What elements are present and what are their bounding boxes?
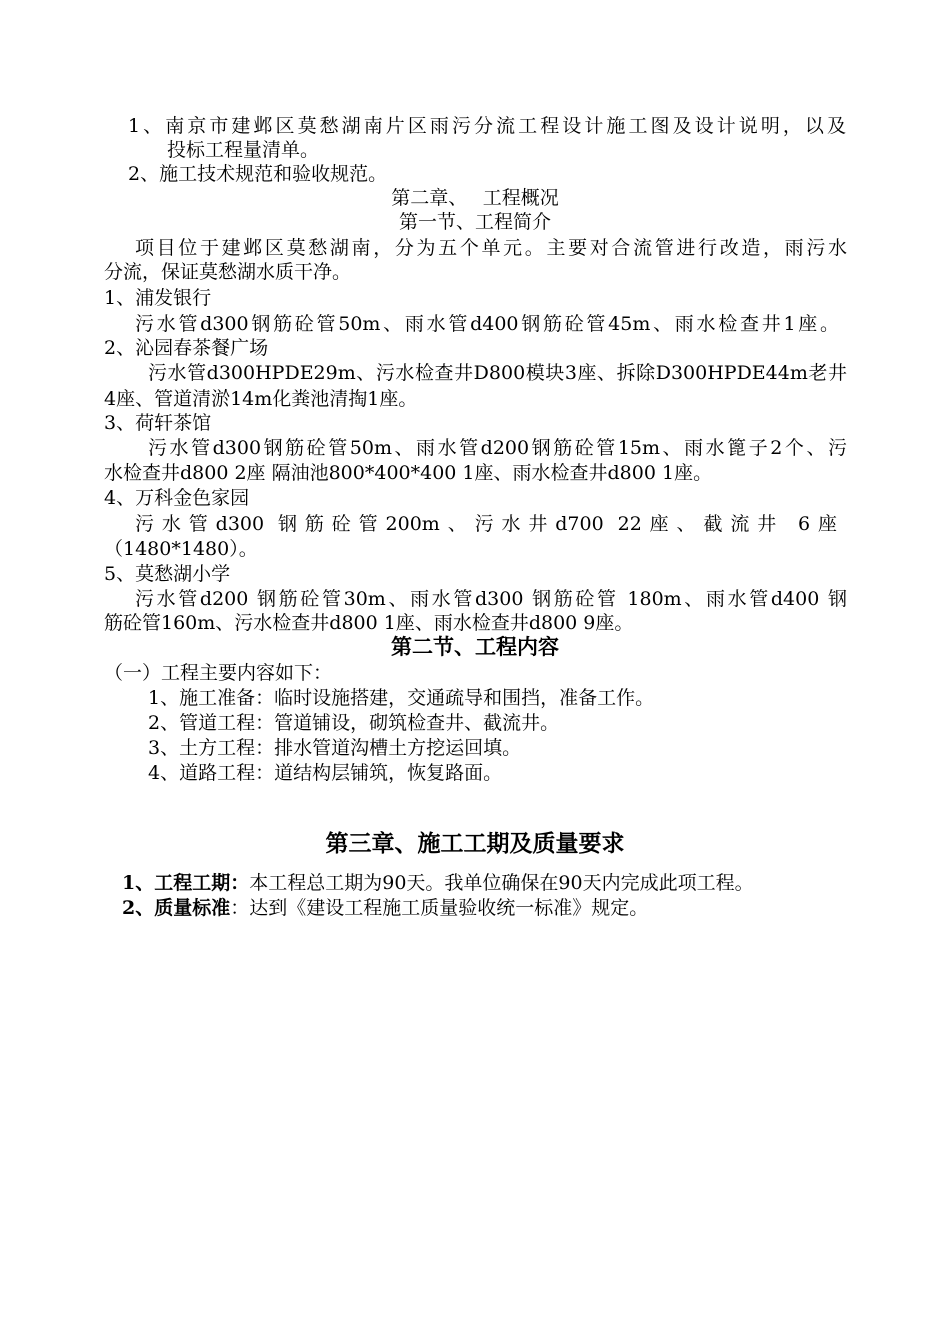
schedule-paragraph [122,871,754,895]
unit-5-line-2: 筋砼管160m、污水检查井d800 1座、雨水检查井d800 9座。 [104,612,634,634]
section-2-item-1: 1、施工准备：临时设施搭建，交通疏导和围挡，准备工作。 [148,687,655,709]
unit-4-name: 4、万科金色家园 [104,487,250,509]
reference-item-2: 2、施工技术规范和验收规范。 [128,163,388,185]
intro-line-1: 项目位于建邺区莫愁湖南，分为五个单元。主要对合流管进行改造，雨污水 [135,237,847,259]
schedule-text: 本工程总工期为90天。我单位确保在90天内完成此项工程。 [249,872,754,894]
schedule-label: 1、工程工期： [122,872,250,894]
section-2-item-4: 4、道路工程：道结构层铺筑，恢复路面。 [148,762,503,784]
section-2-item-2: 2、管道工程：管道铺设，砌筑检查井、截流井。 [148,712,560,734]
unit-1-name: 1、浦发银行 [104,287,212,309]
section-2-title: 第二节、工程内容 [391,634,559,659]
unit-3-line-1: 污水管d300钢筋砼管50m、雨水管d200钢筋砼管15m、雨水篦子2个、污 [148,437,847,459]
unit-2-line-1: 污水管d300HPDE29m、污水检查井D800模块3座、拆除D300HPDE44m老井 [148,362,847,384]
unit-4-line-1: 污水管d300 钢筋砼管200m、污水井d700 22座、截流井 6座 [135,513,837,535]
quality-paragraph [122,896,648,920]
unit-5-name: 5、莫愁湖小学 [104,563,231,585]
quality-label: 2、质量标准 [122,897,231,919]
unit-2-name: 2、沁园春茶餐广场 [104,337,269,359]
unit-4-line-2: （1480*1480）。 [104,538,258,560]
chapter-2-title: 第二章、 工程概况 [391,187,559,209]
reference-item-1-line-2: 投标工程量清单。 [167,139,320,161]
quality-text: ：达到《建设工程施工质量验收统一标准》规定。 [230,897,649,919]
section-2-item-3: 3、土方工程：排水管道沟槽土方挖运回填。 [148,737,522,759]
reference-item-1-line-1: 1、南京市建邺区莫愁湖南片区雨污分流工程设计施工图及设计说明，以及 [128,115,846,137]
section-1-title: 第一节、工程简介 [398,211,551,233]
unit-2-line-2: 4座、管道清淤14m化粪池清掏1座。 [104,388,418,410]
unit-3-line-2: 水检查井d800 2座 隔油池800*400*400 1座、雨水检查井d800 1座。 [104,462,713,484]
unit-1-line-1: 污水管d300钢筋砼管50m、雨水管d400钢筋砼管45m、雨水检查井1座。 [135,313,839,335]
intro-line-2: 分流，保证莫愁湖水质干净。 [104,261,352,283]
unit-5-line-1: 污水管d200 钢筋砼管30m、雨水管d300 钢筋砼管 180m、雨水管d400 钢 [135,588,847,610]
section-2-intro: （一）工程主要内容如下： [104,662,333,684]
chapter-3-title: 第三章、施工工期及质量要求 [325,830,625,857]
unit-3-name: 3、荷轩茶馆 [104,412,212,434]
